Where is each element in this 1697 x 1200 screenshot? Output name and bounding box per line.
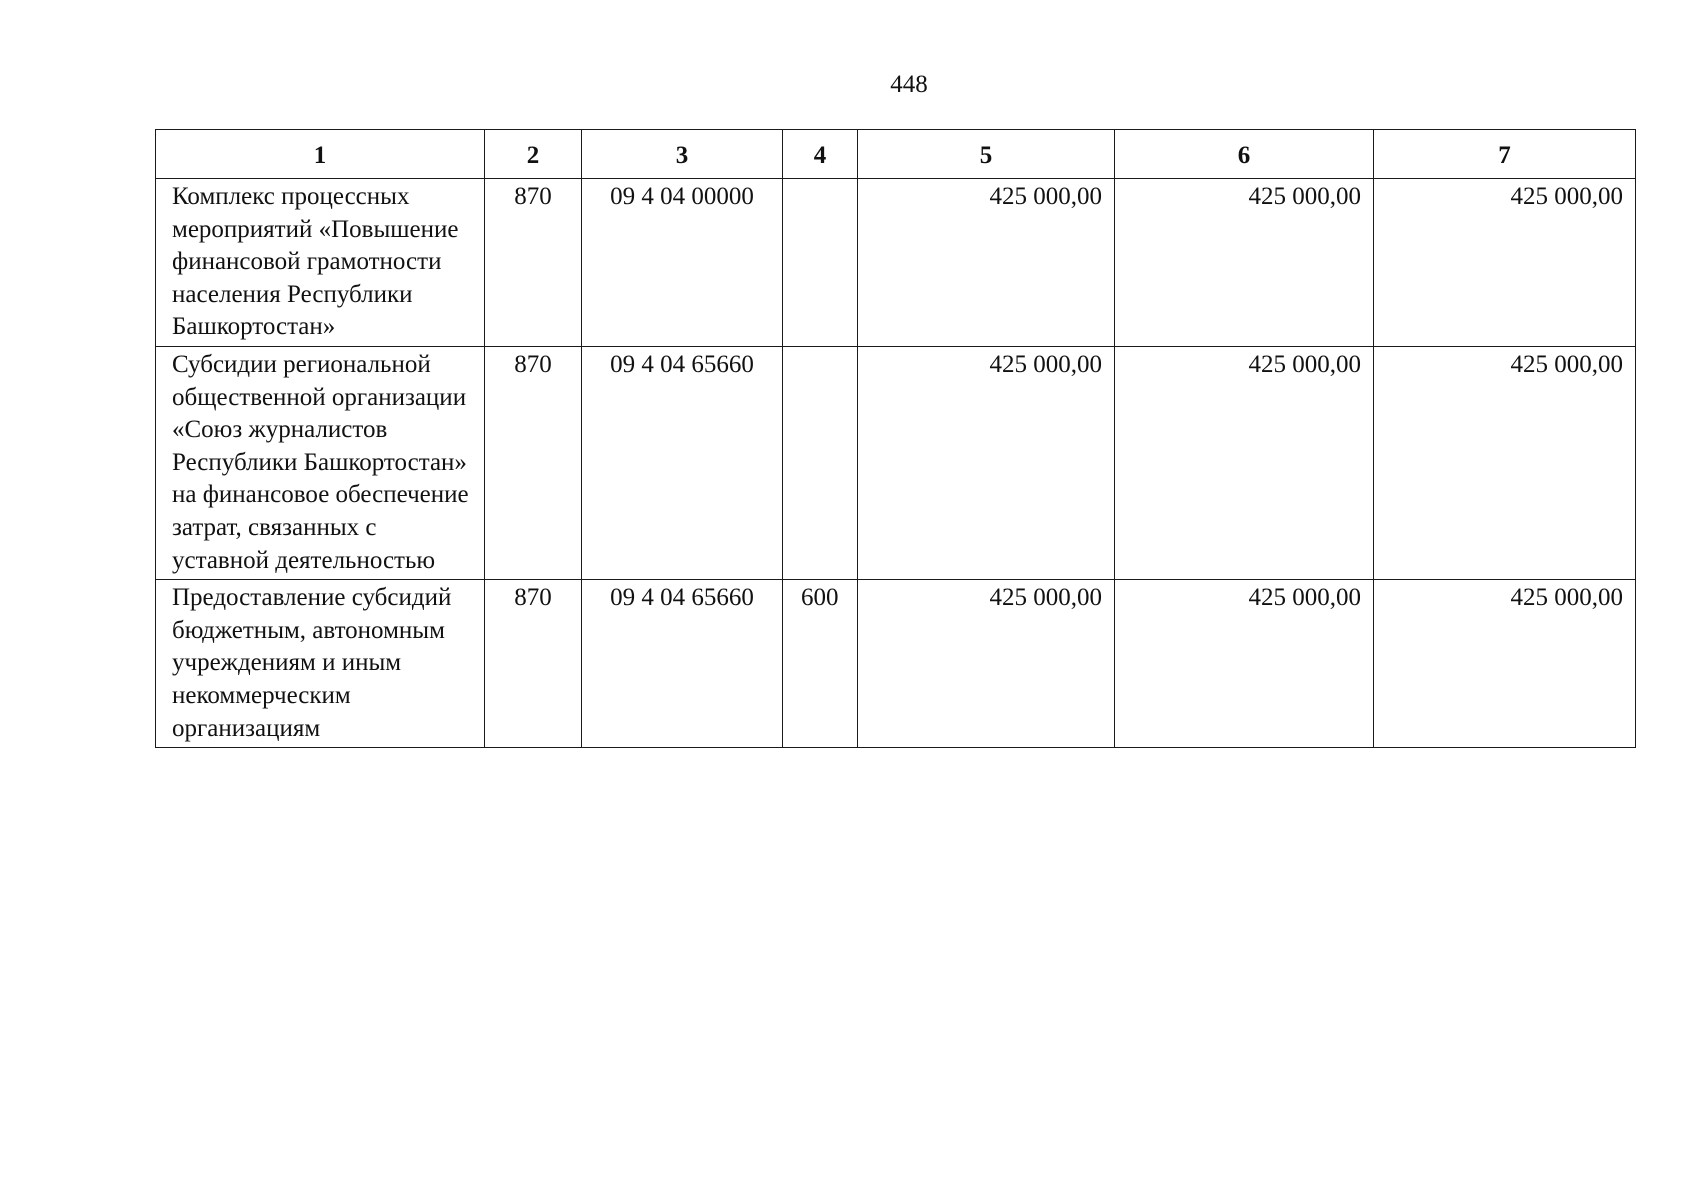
column-header-1: 1 [156, 130, 485, 179]
row-type [783, 346, 858, 579]
table-row [156, 580, 1636, 748]
column-header-6: 6 [1115, 130, 1374, 179]
row-article: 09 4 04 65660 [582, 580, 783, 748]
row-article: 09 4 04 65660 [582, 346, 783, 579]
row-type [783, 179, 858, 347]
row-amount-3: 425 000,00 [1374, 580, 1636, 748]
table-row [156, 179, 1636, 347]
header-row [156, 130, 1636, 179]
column-header-4: 4 [783, 130, 858, 179]
table-row [156, 346, 1636, 579]
row-amount-2: 425 000,00 [1115, 346, 1374, 579]
row-amount-1: 425 000,00 [858, 580, 1115, 748]
row-amount-3: 425 000,00 [1374, 346, 1636, 579]
row-article: 09 4 04 00000 [582, 179, 783, 347]
row-name: Предоставление субсидий бюджетным, автономным учреждениям и иным некоммерческим организациям [156, 580, 485, 748]
row-type: 600 [783, 580, 858, 748]
row-code: 870 [485, 179, 582, 347]
row-amount-1: 425 000,00 [858, 346, 1115, 579]
row-amount-2: 425 000,00 [1115, 580, 1374, 748]
column-header-3: 3 [582, 130, 783, 179]
column-header-5: 5 [858, 130, 1115, 179]
row-name: Комплекс процессных мероприятий «Повышение финансовой грамотности населения Республики Башкортостан» [156, 179, 485, 347]
column-header-2: 2 [485, 130, 582, 179]
page-number: 448 [890, 71, 928, 98]
column-header-7: 7 [1374, 130, 1636, 179]
table-body [156, 179, 1636, 748]
row-name: Субсидии региональной общественной организации «Союз журналистов Республики Башкортостан» на финансовое обеспечение затрат, связанных с уставной деятельностью [156, 346, 485, 579]
table-header [156, 130, 1636, 179]
row-code: 870 [485, 580, 582, 748]
row-amount-2: 425 000,00 [1115, 179, 1374, 347]
row-code: 870 [485, 346, 582, 579]
row-amount-3: 425 000,00 [1374, 179, 1636, 347]
row-amount-1: 425 000,00 [858, 179, 1115, 347]
budget-table [155, 129, 1636, 748]
